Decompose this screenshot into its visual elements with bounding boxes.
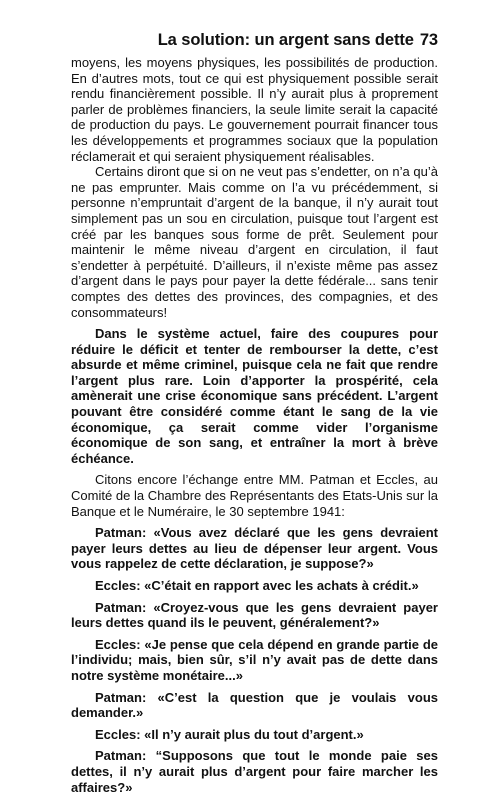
paragraph-2: Certains diront que si on ne veut pas s’endetter, on n’a qu’à ne pas emprunter. Mais comme on l’a vu précédemment, si personne n’empruntait d’argent de la banque, il n’y aurait tout simplement pas un sou en circulation, puisque tout l’argent est créé par les banques sous forme de prêt. Seulement pour maintenir le même niveau d’argent en circulation, il faut s’endetter à perpétuité. D’ailleurs, il n’existe même pas assez d’argent dans le pays pour payer la dette fédérale... sans tenir comptes des dettes des provinces, des compagnies, et des consommateurs! [71,164,438,320]
running-head [71,30,438,50]
dialogue-line-1: Patman: «Vous avez déclaré que les gens devraient payer leurs dettes au lieu de dépenser leur argent. Vous vous rappelez de cette déclaration, je suppose?» [71,525,438,572]
dialogue-line-6: Eccles: «Il n’y aurait plus du tout d’argent.» [95,726,364,742]
body-text [71,55,438,795]
page-number: 73 [419,31,438,49]
dialogue-line-7: Patman: “Supposons que tout le monde paie ses dettes, il n’y aurait plus d’argent pour faire marcher les affaires?» [71,748,438,795]
dialogue-line-2: Eccles: «C’était en rapport avec les achats à crédit.» [95,578,419,593]
dialogue-line-3: Patman: «Croyez-vous que les gens devraient payer leurs dettes quand ils le peuvent, généralement?» [71,599,438,631]
paragraph-3: Dans le système actuel, faire des coupures pour réduire le déficit et tenter de rembourser la dette, c’est absurde et même criminel, puisque cela ne fait que rendre l’argent plus rare. Loin d’apporter la prospérité, cela amènerait une crise économique sans précédent. L’argent pouvant être considéré comme étant le sang de la vie économique, ça serait comme vider l’organisme économique de son sang, et entraîner la mort à brève échéance. [71,326,438,466]
paragraph-4: Citons encore l’échange entre MM. Patman et Eccles, au Comité de la Chambre des Représentants des Etats-Unis sur la Banque et le Numéraire, le 30 septembre 1941: [71,472,438,519]
dialogue-line-5: Patman: «C’est la question que je voulais vous demander.» [71,689,438,721]
paragraph-1: moyens, les moyens physiques, les possibilités de production. En d’autres mots, tout ce qui est physiquement possible serait rendu financièrement possible. Il n’y aurait plus à proprement parler de problèmes financiers, la seule limite serait la capacité de production du pays. Le gouvernement pourrait financer tous les développements et programmes sociaux que la population réclamerait et qui seraient physiquement réalisables. [71,55,438,164]
dialogue-line-4: Eccles: «Je pense que cela dépend en grande partie de l’individu; mais, bien sûr, s’il n’y avait pas de dette dans notre système monétaire...» [71,636,438,683]
book-page [71,30,438,795]
running-head-title: La solution: un argent sans dette [157,31,414,49]
